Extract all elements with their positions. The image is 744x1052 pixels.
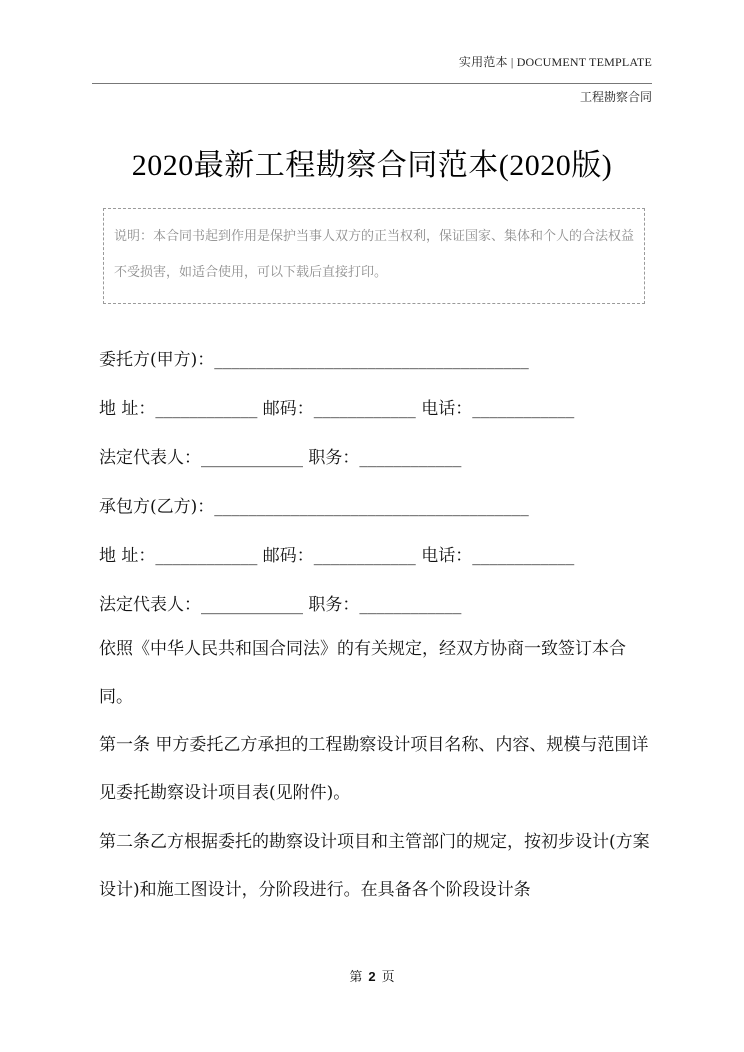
footer-prefix: 第 <box>349 970 363 985</box>
field-contractor-address: 地 址：____________ 邮码：____________ 电话：____________ <box>99 546 575 566</box>
header-divider <box>92 83 652 84</box>
paragraph-article-2: 第二条乙方根据委托的勘察设计项目和主管部门的规定，按初步设计(方案设计)和施工图设计，分阶段进行。在具备各个阶段设计条 <box>99 832 650 900</box>
footer-suffix: 页 <box>381 970 395 985</box>
paragraph-article-1: 第一条 甲方委托乙方承担的工程勘察设计项目名称、内容、规模与范围详见委托勘察设计项目表(见附件)。 <box>99 735 649 803</box>
field-client: 委托方(甲方)：_____________________________________ <box>99 350 529 370</box>
field-contractor: 承包方(乙方)：_____________________________________ <box>99 497 529 517</box>
header-top-label: 实用范本 | DOCUMENT TEMPLATE <box>458 55 652 69</box>
page-number: 2 <box>368 969 376 984</box>
paragraph-intro: 依照《中华人民共和国合同法》的有关规定，经双方协商一致签订本合同。 <box>99 639 626 707</box>
page-footer <box>0 966 744 985</box>
field-contractor-representative: 法定代表人：____________ 职务：____________ <box>99 595 462 615</box>
notice-box <box>103 208 645 304</box>
document-title: 2020最新工程勘察合同范本(2020版) <box>131 149 613 182</box>
header-sub-label: 工程勘察合同 <box>579 90 652 104</box>
field-client-representative: 法定代表人：____________ 职务：____________ <box>99 448 462 468</box>
field-client-address: 地 址：____________ 邮码：____________ 电话：____________ <box>99 399 575 419</box>
notice-text: 说明：本合同书起到作用是保护当事人双方的正当权利，保证国家、集体和个人的合法权益不受损害，如适合使用，可以下载后直接打印。 <box>114 229 635 280</box>
